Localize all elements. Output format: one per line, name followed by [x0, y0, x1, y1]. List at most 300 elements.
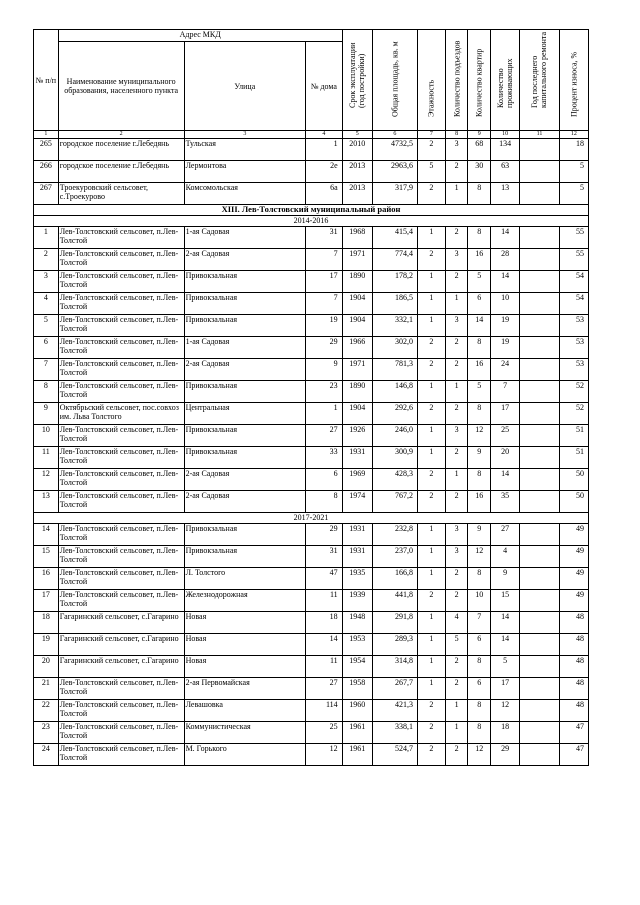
row-number: 19	[34, 634, 59, 656]
floors-cell: 2	[417, 700, 445, 722]
apartments-cell: 12	[468, 425, 491, 447]
year-cell: 1958	[342, 678, 372, 700]
repair-cell	[520, 678, 560, 700]
street-cell: Новая	[184, 656, 306, 678]
municipality-cell: Лев-Толстовский сельсовет, п.Лев-Толстой	[58, 315, 184, 337]
row-number: 6	[34, 337, 59, 359]
residents-cell: 13	[491, 183, 520, 205]
header-repair-year: Год последнего капитального ремонта	[520, 30, 560, 131]
apartments-cell: 16	[468, 491, 491, 513]
apartments-cell: 8	[468, 700, 491, 722]
floors-cell: 1	[417, 678, 445, 700]
wear-cell: 55	[559, 249, 588, 271]
floors-cell: 2	[417, 183, 445, 205]
table-row	[34, 183, 589, 205]
entrances-cell: 2	[445, 447, 468, 469]
area-cell: 246,0	[372, 425, 417, 447]
area-cell: 332,1	[372, 315, 417, 337]
col-number: 9	[468, 131, 491, 139]
table-row	[34, 678, 589, 700]
col-number: 1	[34, 131, 59, 139]
repair-cell	[520, 469, 560, 491]
residents-cell: 14	[491, 469, 520, 491]
residents-cell: 14	[491, 634, 520, 656]
period-heading-row	[34, 513, 589, 524]
entrances-cell: 3	[445, 249, 468, 271]
period-heading: 2017-2021	[34, 513, 589, 524]
municipality-cell: Лев-Толстовский сельсовет, п.Лев-Толстой	[58, 744, 184, 766]
row-number: 22	[34, 700, 59, 722]
row-number: 4	[34, 293, 59, 315]
table-row	[34, 161, 589, 183]
street-cell: 2-ая Садовая	[184, 491, 306, 513]
year-cell: 1890	[342, 271, 372, 293]
section-title: XIII. Лев-Толстовский муниципальный район	[34, 205, 589, 216]
house-cell: 19	[306, 315, 343, 337]
repair-cell	[520, 271, 560, 293]
header-residents: Количество проживающих	[491, 30, 520, 131]
apartments-cell: 8	[468, 568, 491, 590]
municipality-cell: Гагаринский сельсовет, с.Гагарино	[58, 634, 184, 656]
wear-cell: 50	[559, 491, 588, 513]
municipality-cell: Гагаринский сельсовет, с.Гагарино	[58, 656, 184, 678]
row-number: 5	[34, 315, 59, 337]
wear-cell: 54	[559, 293, 588, 315]
floors-cell: 2	[417, 139, 445, 161]
entrances-cell: 5	[445, 634, 468, 656]
wear-cell: 47	[559, 722, 588, 744]
apartments-cell: 7	[468, 612, 491, 634]
street-cell: 2-ая Первомайская	[184, 678, 306, 700]
row-number: 21	[34, 678, 59, 700]
table-row	[34, 656, 589, 678]
entrances-cell: 1	[445, 469, 468, 491]
residents-cell: 7	[491, 381, 520, 403]
house-cell: 18	[306, 612, 343, 634]
area-cell: 421,3	[372, 700, 417, 722]
col-number: 12	[559, 131, 588, 139]
street-cell: 2-ая Садовая	[184, 469, 306, 491]
table-row	[34, 546, 589, 568]
row-number: 16	[34, 568, 59, 590]
year-cell: 1961	[342, 744, 372, 766]
area-cell: 338,1	[372, 722, 417, 744]
entrances-cell: 1	[445, 381, 468, 403]
row-number: 14	[34, 524, 59, 546]
apartments-cell: 6	[468, 293, 491, 315]
house-cell: 1	[306, 403, 343, 425]
entrances-cell: 3	[445, 139, 468, 161]
row-number: 12	[34, 469, 59, 491]
wear-cell: 54	[559, 271, 588, 293]
header-area: Общая площадь, кв. м	[372, 30, 417, 131]
street-cell: Привокзальная	[184, 425, 306, 447]
municipality-cell: Лев-Толстовский сельсовет, п.Лев-Толстой	[58, 469, 184, 491]
floors-cell: 1	[417, 315, 445, 337]
street-cell: Тульская	[184, 139, 306, 161]
row-number: 17	[34, 590, 59, 612]
municipality-cell: Лев-Толстовский сельсовет, п.Лев-Толстой	[58, 249, 184, 271]
street-cell: Привокзальная	[184, 315, 306, 337]
residents-cell: 17	[491, 678, 520, 700]
repair-cell	[520, 612, 560, 634]
row-number: 7	[34, 359, 59, 381]
repair-cell	[520, 249, 560, 271]
table-row	[34, 227, 589, 249]
repair-cell	[520, 634, 560, 656]
wear-cell: 18	[559, 139, 588, 161]
residents-cell: 35	[491, 491, 520, 513]
area-cell: 300,9	[372, 447, 417, 469]
floors-cell: 2	[417, 337, 445, 359]
house-cell: 11	[306, 590, 343, 612]
area-cell: 146,8	[372, 381, 417, 403]
floors-cell: 5	[417, 161, 445, 183]
table-row	[34, 271, 589, 293]
area-cell: 415,4	[372, 227, 417, 249]
floors-cell: 1	[417, 546, 445, 568]
row-number: 3	[34, 271, 59, 293]
header-house: № дома	[306, 42, 343, 131]
floors-cell: 1	[417, 612, 445, 634]
repair-cell	[520, 315, 560, 337]
year-cell: 2013	[342, 161, 372, 183]
street-cell: Привокзальная	[184, 447, 306, 469]
row-number: 1	[34, 227, 59, 249]
row-number: 2	[34, 249, 59, 271]
row-number: 18	[34, 612, 59, 634]
repair-cell	[520, 183, 560, 205]
repair-cell	[520, 722, 560, 744]
entrances-cell: 4	[445, 612, 468, 634]
apartments-cell: 68	[468, 139, 491, 161]
table-row	[34, 293, 589, 315]
residents-cell: 24	[491, 359, 520, 381]
house-cell: 47	[306, 568, 343, 590]
wear-cell: 51	[559, 425, 588, 447]
wear-cell: 52	[559, 381, 588, 403]
house-cell: 2е	[306, 161, 343, 183]
municipality-cell: Лев-Толстовский сельсовет, п.Лев-Толстой	[58, 271, 184, 293]
house-cell: 9	[306, 359, 343, 381]
municipality-cell: Лев-Толстовский сельсовет, п.Лев-Толстой	[58, 425, 184, 447]
street-cell: Центральная	[184, 403, 306, 425]
apartments-cell: 16	[468, 249, 491, 271]
period-heading-row	[34, 216, 589, 227]
residents-cell: 29	[491, 744, 520, 766]
apartments-cell: 8	[468, 656, 491, 678]
municipality-cell: Лев-Толстовский сельсовет, п.Лев-Толстой	[58, 337, 184, 359]
header-floors: Этажность	[417, 30, 445, 131]
residents-cell: 134	[491, 139, 520, 161]
entrances-cell: 2	[445, 337, 468, 359]
floors-cell: 1	[417, 634, 445, 656]
floors-cell: 1	[417, 447, 445, 469]
repair-cell	[520, 568, 560, 590]
year-cell: 1931	[342, 524, 372, 546]
area-cell: 2963,6	[372, 161, 417, 183]
floors-cell: 1	[417, 381, 445, 403]
house-cell: 27	[306, 678, 343, 700]
wear-cell: 49	[559, 524, 588, 546]
municipality-cell: Лев-Толстовский сельсовет, п.Лев-Толстой	[58, 546, 184, 568]
area-cell: 237,0	[372, 546, 417, 568]
wear-cell: 5	[559, 183, 588, 205]
table-row	[34, 491, 589, 513]
year-cell: 1904	[342, 293, 372, 315]
col-number: 7	[417, 131, 445, 139]
wear-cell: 48	[559, 612, 588, 634]
apartments-cell: 8	[468, 403, 491, 425]
area-cell: 267,7	[372, 678, 417, 700]
table-row	[34, 249, 589, 271]
table-row	[34, 337, 589, 359]
year-cell: 1968	[342, 227, 372, 249]
row-number: 8	[34, 381, 59, 403]
street-cell: Привокзальная	[184, 271, 306, 293]
table-row	[34, 315, 589, 337]
street-cell: М. Горького	[184, 744, 306, 766]
area-cell: 292,6	[372, 403, 417, 425]
residents-cell: 18	[491, 722, 520, 744]
repair-cell	[520, 447, 560, 469]
municipality-cell: Лев-Толстовский сельсовет, п.Лев-Толстой	[58, 722, 184, 744]
wear-cell: 50	[559, 469, 588, 491]
entrances-cell: 2	[445, 744, 468, 766]
entrances-cell: 2	[445, 161, 468, 183]
wear-cell: 51	[559, 447, 588, 469]
residents-cell: 28	[491, 249, 520, 271]
floors-cell: 2	[417, 722, 445, 744]
repair-cell	[520, 744, 560, 766]
table-row	[34, 359, 589, 381]
row-number: 10	[34, 425, 59, 447]
entrances-cell: 1	[445, 722, 468, 744]
col-number: 6	[372, 131, 417, 139]
wear-cell: 53	[559, 315, 588, 337]
header-year: Срок эксплуатации (год постройки)	[342, 30, 372, 131]
wear-cell: 48	[559, 678, 588, 700]
apartments-cell: 9	[468, 524, 491, 546]
row-number: 11	[34, 447, 59, 469]
repair-cell	[520, 359, 560, 381]
year-cell: 1966	[342, 337, 372, 359]
wear-cell: 47	[559, 744, 588, 766]
table-row	[34, 381, 589, 403]
house-cell: 29	[306, 337, 343, 359]
floors-cell: 2	[417, 249, 445, 271]
residents-cell: 9	[491, 568, 520, 590]
row-number: 265	[34, 139, 59, 161]
area-cell: 524,7	[372, 744, 417, 766]
repair-cell	[520, 590, 560, 612]
municipality-cell: Лев-Толстовский сельсовет, п.Лев-Толстой	[58, 359, 184, 381]
apartments-cell: 5	[468, 271, 491, 293]
house-cell: 8	[306, 491, 343, 513]
table-row	[34, 700, 589, 722]
table-row	[34, 634, 589, 656]
floors-cell: 1	[417, 227, 445, 249]
floors-cell: 1	[417, 568, 445, 590]
floors-cell: 2	[417, 744, 445, 766]
apartments-cell: 8	[468, 227, 491, 249]
municipality-cell: Лев-Толстовский сельсовет, п.Лев-Толстой	[58, 678, 184, 700]
floors-cell: 2	[417, 403, 445, 425]
year-cell: 2013	[342, 183, 372, 205]
area-cell: 178,2	[372, 271, 417, 293]
repair-cell	[520, 337, 560, 359]
apartments-cell: 8	[468, 722, 491, 744]
row-number: 267	[34, 183, 59, 205]
municipality-cell: городское поселение г.Лебедянь	[58, 161, 184, 183]
street-cell: Новая	[184, 612, 306, 634]
wear-cell: 52	[559, 403, 588, 425]
street-cell: Привокзальная	[184, 381, 306, 403]
house-cell: 17	[306, 271, 343, 293]
street-cell: Лермонтова	[184, 161, 306, 183]
area-cell: 232,8	[372, 524, 417, 546]
entrances-cell: 3	[445, 425, 468, 447]
floors-cell: 1	[417, 293, 445, 315]
col-number: 4	[306, 131, 343, 139]
residents-cell: 14	[491, 271, 520, 293]
period-heading: 2014-2016	[34, 216, 589, 227]
year-cell: 1961	[342, 722, 372, 744]
residents-cell: 20	[491, 447, 520, 469]
repair-cell	[520, 227, 560, 249]
wear-cell: 48	[559, 634, 588, 656]
house-cell: 1	[306, 139, 343, 161]
floors-cell: 1	[417, 271, 445, 293]
year-cell: 1974	[342, 491, 372, 513]
apartments-cell: 8	[468, 469, 491, 491]
area-cell: 774,4	[372, 249, 417, 271]
municipality-cell: Лев-Толстовский сельсовет, п.Лев-Толстой	[58, 491, 184, 513]
area-cell: 166,8	[372, 568, 417, 590]
street-cell: Новая	[184, 634, 306, 656]
area-cell: 317,9	[372, 183, 417, 205]
house-cell: 29	[306, 524, 343, 546]
apartments-cell: 9	[468, 447, 491, 469]
floors-cell: 2	[417, 359, 445, 381]
residents-cell: 19	[491, 337, 520, 359]
house-cell: 27	[306, 425, 343, 447]
header-row-1	[34, 30, 589, 42]
apartments-cell: 8	[468, 337, 491, 359]
header-apartments: Количество квартир	[468, 30, 491, 131]
street-cell: 1-ая Садовая	[184, 337, 306, 359]
column-number-row	[34, 131, 589, 139]
residents-cell: 63	[491, 161, 520, 183]
table-row	[34, 469, 589, 491]
wear-cell: 48	[559, 700, 588, 722]
floors-cell: 1	[417, 656, 445, 678]
entrances-cell: 2	[445, 359, 468, 381]
repair-cell	[520, 403, 560, 425]
apartments-cell: 6	[468, 678, 491, 700]
col-number: 8	[445, 131, 468, 139]
floors-cell: 2	[417, 590, 445, 612]
year-cell: 1960	[342, 700, 372, 722]
residents-cell: 4	[491, 546, 520, 568]
street-cell: Л. Толстого	[184, 568, 306, 590]
street-cell: Привокзальная	[184, 546, 306, 568]
header-municipality: Наименование муниципального образования, населенного пункта	[58, 42, 184, 131]
street-cell: Комсомольская	[184, 183, 306, 205]
repair-cell	[520, 381, 560, 403]
house-cell: 7	[306, 249, 343, 271]
apartments-cell: 6	[468, 634, 491, 656]
house-cell: 7	[306, 293, 343, 315]
entrances-cell: 3	[445, 524, 468, 546]
entrances-cell: 1	[445, 700, 468, 722]
entrances-cell: 3	[445, 315, 468, 337]
municipality-cell: Гагаринский сельсовет, с.Гагарино	[58, 612, 184, 634]
municipality-cell: Лев-Толстовский сельсовет, п.Лев-Толстой	[58, 381, 184, 403]
table-row	[34, 722, 589, 744]
repair-cell	[520, 161, 560, 183]
year-cell: 1931	[342, 447, 372, 469]
area-cell: 767,2	[372, 491, 417, 513]
area-cell: 302,0	[372, 337, 417, 359]
house-cell: 114	[306, 700, 343, 722]
repair-cell	[520, 491, 560, 513]
entrances-cell: 2	[445, 656, 468, 678]
table-row	[34, 425, 589, 447]
house-cell: 6	[306, 469, 343, 491]
house-cell: 23	[306, 381, 343, 403]
row-number: 23	[34, 722, 59, 744]
header-entrances: Количество подъездов	[445, 30, 468, 131]
apartments-cell: 8	[468, 183, 491, 205]
wear-cell: 49	[559, 590, 588, 612]
repair-cell	[520, 700, 560, 722]
area-cell: 4732,5	[372, 139, 417, 161]
area-cell: 441,8	[372, 590, 417, 612]
year-cell: 1954	[342, 656, 372, 678]
municipality-cell: Лев-Толстовский сельсовет, п.Лев-Толстой	[58, 524, 184, 546]
table-body	[34, 131, 589, 766]
header-address-group: Адрес МКД	[58, 30, 342, 42]
street-cell: Привокзальная	[184, 293, 306, 315]
year-cell: 1939	[342, 590, 372, 612]
table-row	[34, 590, 589, 612]
house-cell: 12	[306, 744, 343, 766]
entrances-cell: 3	[445, 546, 468, 568]
year-cell: 1931	[342, 546, 372, 568]
area-cell: 428,3	[372, 469, 417, 491]
wear-cell: 53	[559, 359, 588, 381]
entrances-cell: 2	[445, 568, 468, 590]
wear-cell: 49	[559, 568, 588, 590]
residents-cell: 15	[491, 590, 520, 612]
street-cell: 2-ая Садовая	[184, 249, 306, 271]
residents-cell: 5	[491, 656, 520, 678]
area-cell: 186,5	[372, 293, 417, 315]
section-title-row	[34, 205, 589, 216]
street-cell: 2-ая Садовая	[184, 359, 306, 381]
entrances-cell: 2	[445, 590, 468, 612]
apartments-cell: 12	[468, 546, 491, 568]
year-cell: 1969	[342, 469, 372, 491]
residents-cell: 19	[491, 315, 520, 337]
street-cell: Железнодорожная	[184, 590, 306, 612]
table-row	[34, 524, 589, 546]
col-number: 2	[58, 131, 184, 139]
house-cell: 25	[306, 722, 343, 744]
area-cell: 291,8	[372, 612, 417, 634]
table-row	[34, 744, 589, 766]
